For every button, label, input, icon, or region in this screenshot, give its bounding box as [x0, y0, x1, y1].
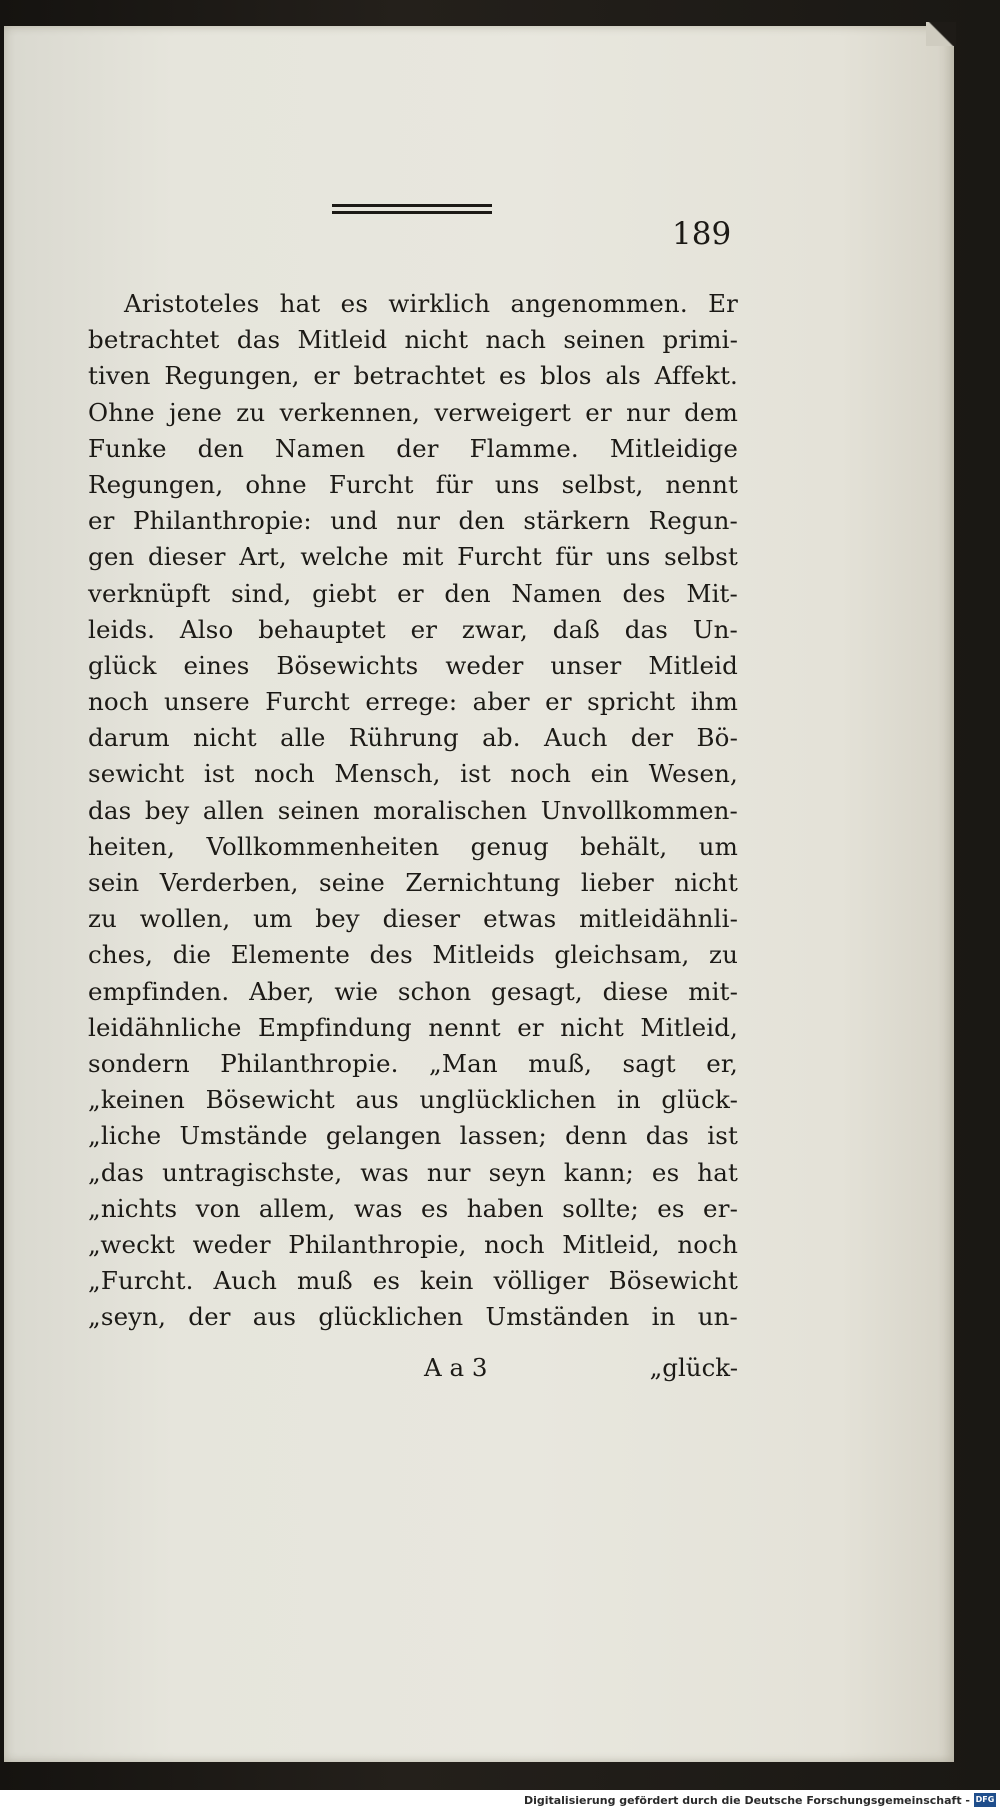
text-line: leidähnliche Empfindung nennt er nicht Mitleid,: [88, 1012, 738, 1042]
text-line: das bey allen seinen moralischen Unvollkommen-: [88, 795, 738, 825]
text-line: zu wollen, um bey dieser etwas mitleidähnli-: [88, 904, 738, 934]
text-line: „Furcht. Auch muß es kein völliger Bösewicht: [88, 1266, 738, 1296]
text-line: leids. Also behauptet er zwar, daß das Un-: [88, 614, 738, 644]
text-line: sondern Philanthropie. „Man muß, sagt er,: [88, 1048, 738, 1078]
text-line: gen dieser Art, welche mit Furcht für uns selbst: [88, 542, 738, 572]
catchword-line: [88, 1350, 738, 1386]
header-rule: [332, 204, 492, 214]
text-line: heiten, Vollkommenheiten genug behält, um: [88, 831, 738, 861]
text-line: Aristoteles hat es wirklich angenommen. Er: [124, 289, 738, 318]
text-line: „nichts von allem, was es haben sollte; es er-: [88, 1193, 738, 1223]
text-line: sein Verderben, seine Zernichtung lieber nicht: [88, 868, 738, 897]
footer-bar: [0, 1790, 1000, 1811]
book-page: [4, 26, 954, 1762]
text-line: betrachtet das Mitleid nicht nach seinen primi-: [88, 325, 738, 355]
text-line: „liche Umstände gelangen lassen; denn das ist: [88, 1121, 738, 1151]
dfg-logo: DFG: [974, 1793, 996, 1807]
text-line: glück eines Bösewichts weder unser Mitleid: [88, 650, 738, 680]
body-text: [88, 286, 738, 1335]
text-line: Ohne jene zu verkennen, verweigert er nur dem: [88, 397, 738, 427]
text-line: verknüpft sind, giebt er den Namen des Mit-: [88, 578, 738, 608]
text-line: „keinen Bösewicht aus unglücklichen in glück-: [88, 1085, 738, 1115]
digitization-credit: Digitalisierung gefördert durch die Deutsche Forschungsgemeinschaft -: [523, 1794, 970, 1807]
text-line: er Philanthropie: und nur den stärkern Regun-: [88, 506, 738, 536]
text-line: empfinden. Aber, wie schon gesagt, diese mit-: [88, 976, 738, 1006]
text-line: „das untragischste, was nur seyn kann; es hat: [88, 1157, 738, 1187]
text-line: ches, die Elemente des Mitleids gleichsam, zu: [88, 940, 738, 970]
text-line: Funke den Namen der Flamme. Mitleidige: [88, 433, 738, 463]
page-number: 189: [672, 216, 732, 252]
text-line: noch unsere Furcht errege: aber er spricht ihm: [88, 687, 738, 717]
signature-mark: A a 3: [424, 1353, 488, 1382]
text-line: Regungen, ohne Furcht für uns selbst, nennt: [88, 469, 738, 499]
catchword: „glück-: [649, 1353, 738, 1382]
page-corner: [926, 22, 956, 46]
text-line: tiven Regungen, er betrachtet es blos als Affekt.: [88, 361, 738, 391]
text-line: sewicht ist noch Mensch, ist noch ein Wesen,: [88, 759, 738, 789]
text-line: „weckt weder Philanthropie, noch Mitleid, noch: [88, 1229, 738, 1259]
text-line: darum nicht alle Rührung ab. Auch der Bö-: [88, 723, 738, 753]
text-line: „seyn, der aus glücklichen Umständen in un-: [88, 1302, 738, 1332]
